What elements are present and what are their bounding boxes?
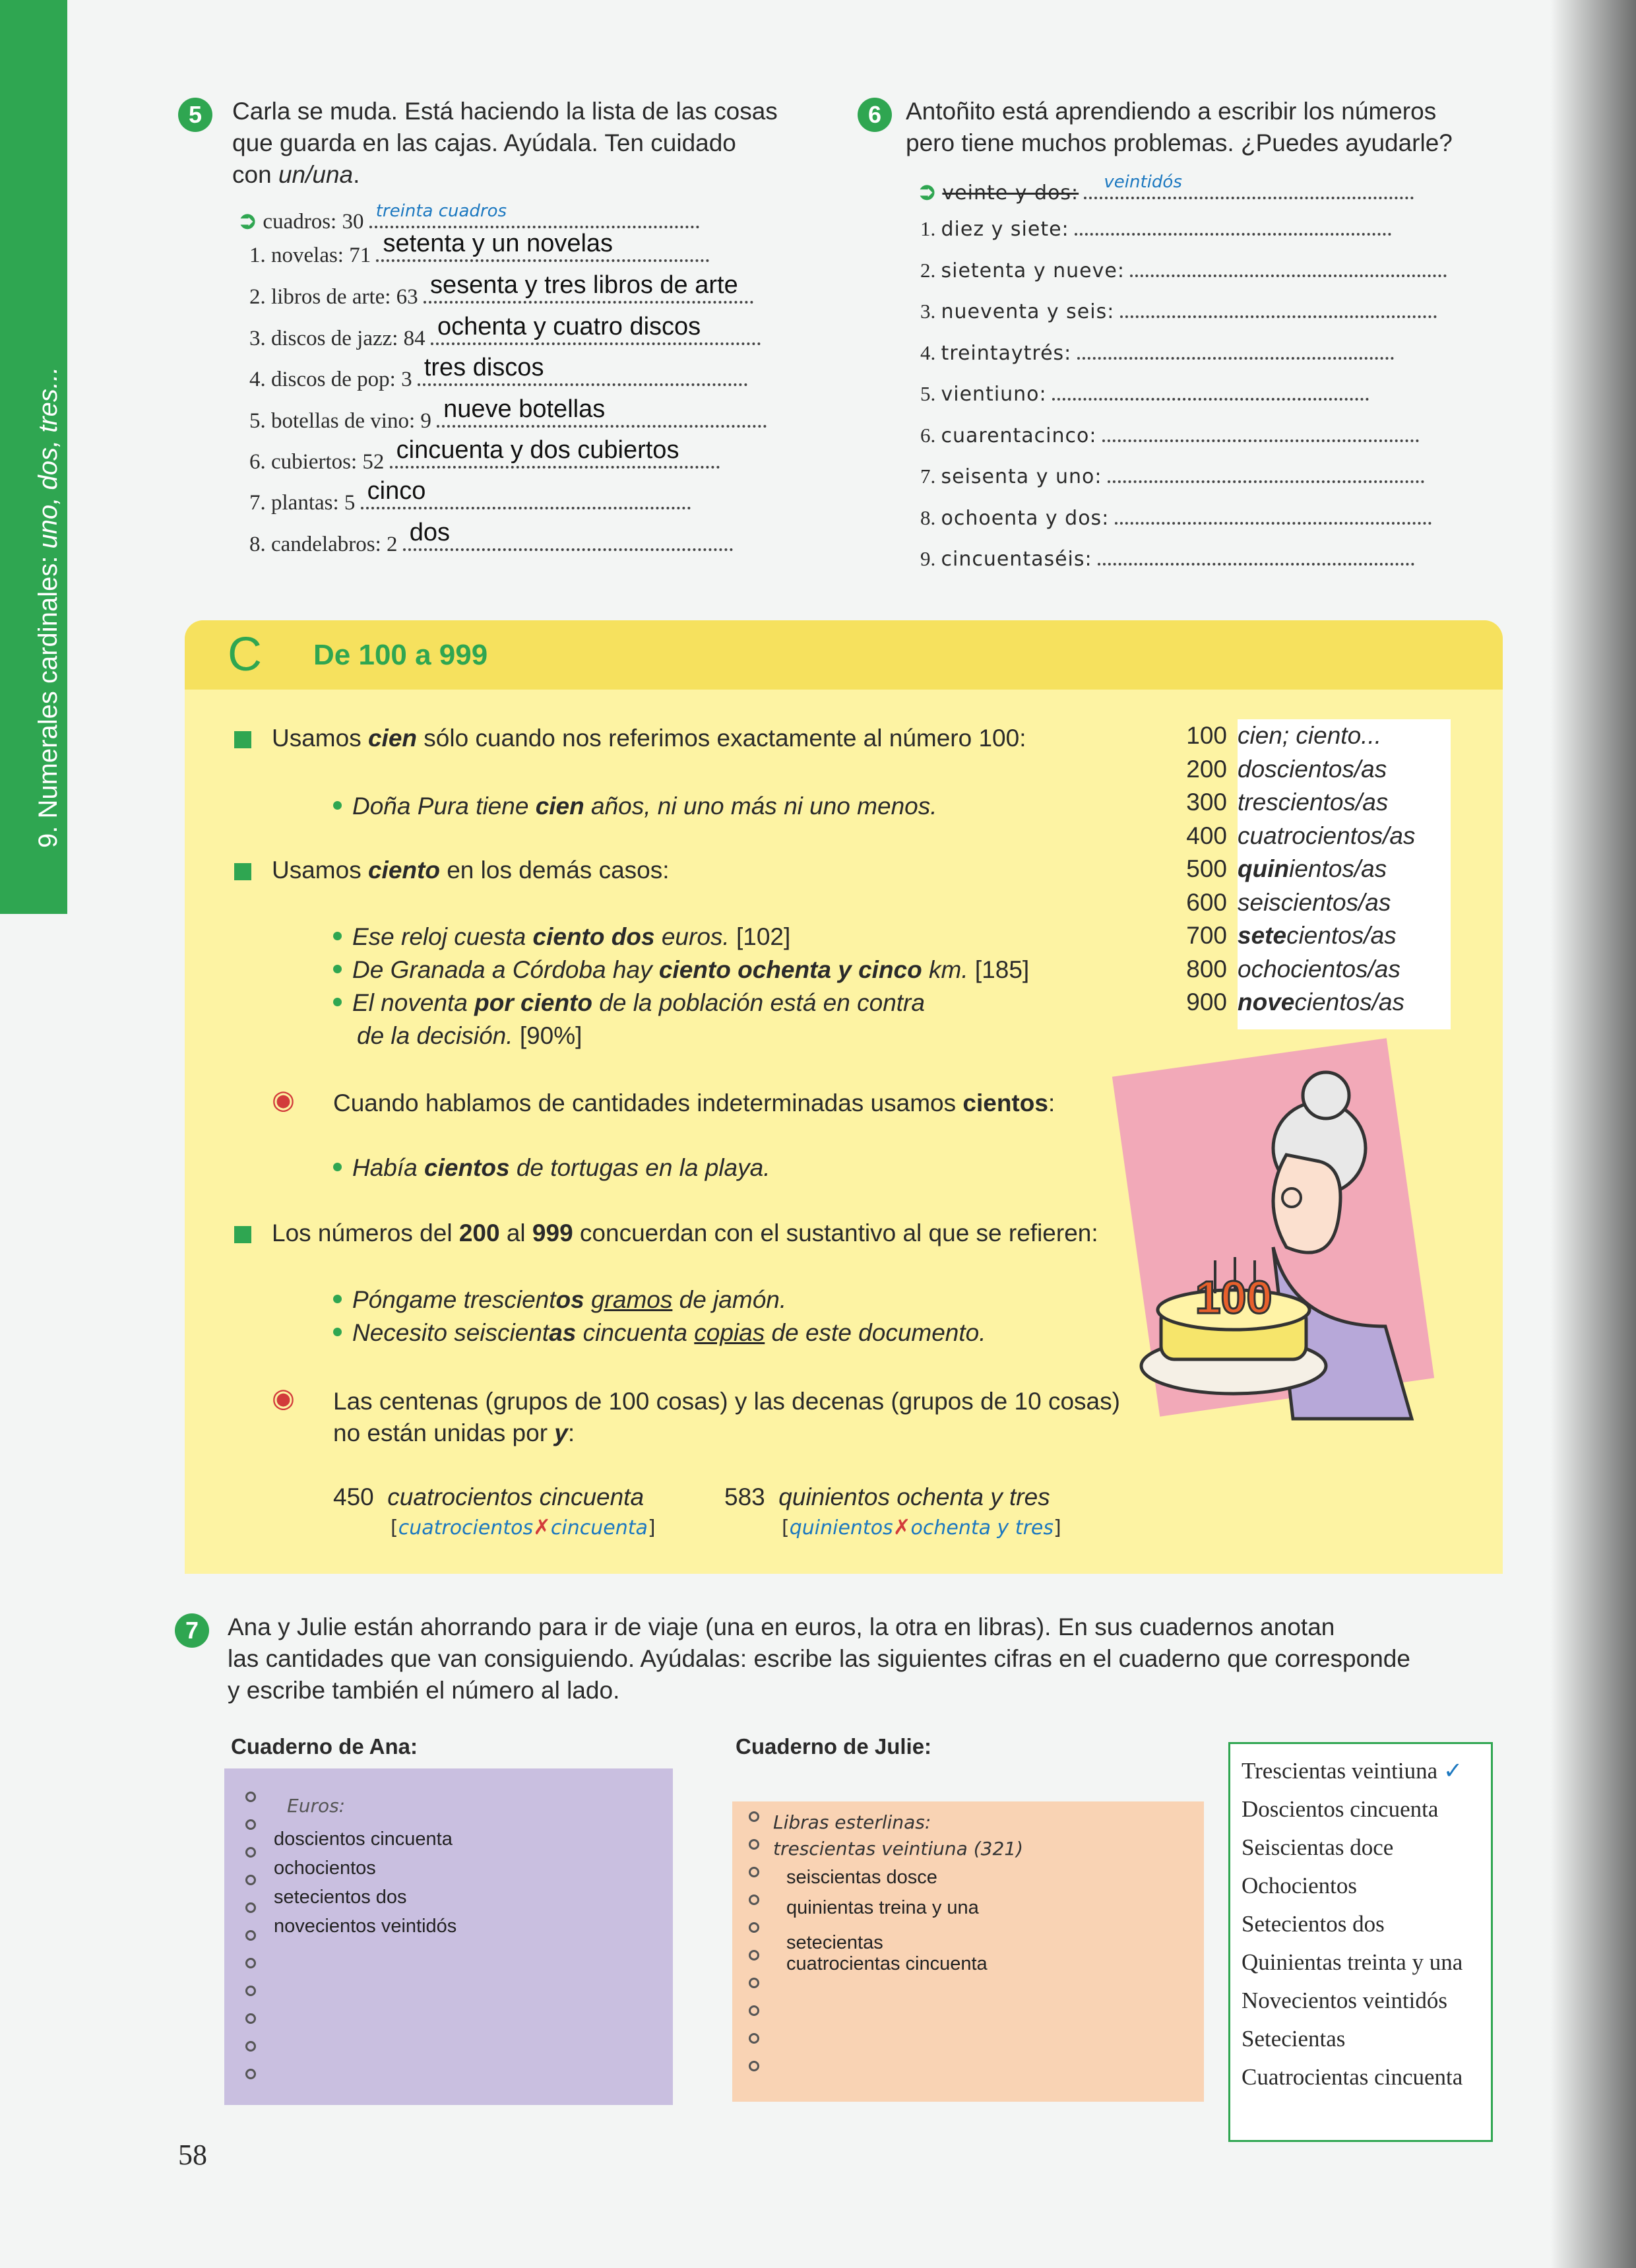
table-number: 400 bbox=[1186, 822, 1227, 849]
typed-answer: ochenta y cuatro discos bbox=[437, 313, 701, 340]
notebook-hole bbox=[245, 1847, 256, 1858]
exercise-5-item bbox=[249, 519, 733, 559]
arrow-right-icon: ➲ bbox=[237, 207, 258, 234]
grandma-cake-illustration bbox=[1121, 1049, 1438, 1445]
item-label: 1. novelas: 71 bbox=[249, 243, 371, 267]
answer-line[interactable] bbox=[1108, 476, 1424, 483]
table-number: 500 bbox=[1186, 855, 1227, 882]
green-square-bullet bbox=[234, 731, 251, 748]
item-label: 4. discos de pop: 3 bbox=[249, 368, 412, 391]
ana-notebook-entries: doscientos cincuenta ochocientos setecientos dos novecientos veintidós bbox=[274, 1829, 457, 1937]
number-table-row bbox=[1174, 753, 1451, 787]
item-number: 4. bbox=[920, 340, 936, 364]
table-word-bold: sete bbox=[1238, 922, 1287, 949]
example-450: 450 cuatrocientos cincuenta bbox=[333, 1483, 645, 1510]
notebook-hole bbox=[749, 2061, 759, 2071]
number-table-row bbox=[1174, 986, 1451, 1020]
table-number: 200 bbox=[1186, 755, 1227, 783]
exercise-5-item bbox=[249, 354, 747, 394]
page-number: 58 bbox=[178, 2139, 207, 2171]
green-square-bullet bbox=[234, 863, 251, 880]
eye-icon: ◉ bbox=[272, 1085, 295, 1115]
note-cientos-example: Había cientos de tortugas en la playa. bbox=[333, 1151, 771, 1184]
misspelled-number: treintaytrés: bbox=[941, 341, 1072, 365]
notebook-hole bbox=[749, 1922, 759, 1933]
rule-ciento-example-2: De Granada a Córdoba hay ciento ochenta y cinco km. [185] bbox=[333, 954, 1029, 987]
amount-item: Quinientas treinta y una bbox=[1242, 1949, 1463, 1975]
answer-line[interactable] bbox=[390, 436, 720, 469]
answer-line[interactable]: treinta cuadros bbox=[369, 222, 699, 228]
page-edge-shadow bbox=[1550, 0, 1636, 2268]
answer-line[interactable] bbox=[1077, 353, 1394, 360]
answer-line[interactable] bbox=[403, 519, 733, 551]
item-number: 3. bbox=[920, 300, 936, 323]
exercise-5-item bbox=[249, 436, 720, 476]
number-table-row bbox=[1174, 886, 1451, 920]
table-word: cientos/as bbox=[1286, 922, 1397, 949]
check-icon: ✓ bbox=[1443, 1758, 1463, 1784]
table-word: cientos/as bbox=[1294, 988, 1404, 1016]
julie-notebook-label: Cuaderno de Julie: bbox=[736, 1734, 932, 1759]
exercise-6-item bbox=[920, 379, 1369, 409]
item-number: 6. bbox=[920, 423, 936, 447]
cake-candle-number: 100 bbox=[1195, 1272, 1273, 1323]
amount-item: Setecientos dos bbox=[1242, 1911, 1385, 1937]
exercise-6-instructions: Antoñito está aprendiendo a escribir los números pero tiene muchos problemas. ¿Puedes ayudarle? bbox=[906, 98, 1453, 156]
table-word: seiscientos/as bbox=[1238, 888, 1391, 916]
table-number: 700 bbox=[1186, 922, 1227, 949]
rule-ciento-example-3-cont: de la decisión. [90%] bbox=[357, 1022, 582, 1049]
answer-line[interactable] bbox=[418, 354, 747, 386]
answer-line[interactable] bbox=[1052, 394, 1369, 401]
table-word-bold: nove bbox=[1238, 988, 1295, 1016]
answer-line[interactable] bbox=[1115, 518, 1432, 525]
answer-line[interactable] bbox=[1130, 271, 1447, 277]
typed-answer: dos bbox=[409, 519, 451, 546]
amount-item: Trescientas veintiuna ✓ bbox=[1242, 1758, 1463, 1784]
table-word: ochocientos/as bbox=[1238, 955, 1400, 983]
notebook-hole bbox=[245, 1958, 256, 1968]
answer-line[interactable] bbox=[376, 230, 709, 262]
notebook-hole bbox=[749, 1811, 759, 1822]
section-c-letter: C bbox=[228, 628, 262, 681]
notebook-hole bbox=[749, 1839, 759, 1850]
answer-line[interactable] bbox=[1075, 229, 1391, 236]
typed-answer: tres discos bbox=[424, 354, 544, 381]
exercise-6-item bbox=[920, 256, 1447, 286]
misspelled-number: cuarentacinco: bbox=[941, 424, 1097, 447]
misspelled-number: nueventa y seis: bbox=[941, 300, 1115, 323]
notebook-hole bbox=[749, 2005, 759, 2016]
item-number: 1. bbox=[920, 217, 936, 240]
answer-line[interactable]: veintidós bbox=[1084, 193, 1414, 199]
table-word: trescientos/as bbox=[1238, 789, 1389, 816]
amount-item: Novecientos veintidós bbox=[1242, 1988, 1448, 2013]
exercise-6-badge: 6 bbox=[858, 98, 892, 132]
number-table bbox=[1174, 719, 1451, 1020]
amount-item: Ochocientos bbox=[1242, 1873, 1357, 1898]
item-label: 7. plantas: 5 bbox=[249, 491, 356, 515]
notebook-hole bbox=[749, 2033, 759, 2044]
typed-answer: nueve botellas bbox=[443, 395, 606, 423]
table-word-bold: quin bbox=[1238, 855, 1290, 882]
julie-notebook-header: Libras esterlinas: trescientas veintiuna (321) bbox=[773, 1811, 1023, 1860]
exercise-7-badge: 7 bbox=[175, 1613, 209, 1648]
typed-answer: cincuenta y dos cubiertos bbox=[396, 436, 679, 464]
table-number: 800 bbox=[1186, 955, 1227, 983]
notebook-hole bbox=[245, 2069, 256, 2079]
exercise-6-item bbox=[920, 297, 1437, 327]
answer-line[interactable] bbox=[1102, 436, 1419, 442]
item-label: 6. cubiertos: 52 bbox=[249, 450, 385, 474]
answer-line[interactable] bbox=[424, 271, 753, 304]
eye-icon: ◉ bbox=[272, 1383, 295, 1413]
notebook-hole bbox=[749, 1895, 759, 1905]
typed-answer: setenta y un novelas bbox=[383, 230, 614, 257]
exercise-6-item bbox=[920, 421, 1419, 451]
exercise-5-item bbox=[249, 230, 709, 270]
typed-answer: sesenta y tres libros de arte bbox=[429, 271, 738, 299]
table-number: 300 bbox=[1186, 789, 1227, 816]
number-table-row bbox=[1174, 919, 1451, 953]
answer-line[interactable] bbox=[1120, 311, 1437, 318]
item-label: 2. libros de arte: 63 bbox=[249, 285, 418, 309]
typed-answer: cinco bbox=[367, 477, 426, 505]
exercise-5-badge: 5 bbox=[178, 98, 212, 132]
notebook-hole bbox=[245, 1986, 256, 1996]
notebook-hole bbox=[245, 1875, 256, 1885]
exercise-5-example: ➲ cuadros: 30 treinta cuadros bbox=[237, 206, 699, 236]
answer-line[interactable] bbox=[437, 395, 767, 428]
exercise-6-example: ➲ veinte y dos: veintidós bbox=[917, 177, 1414, 208]
example-583: 583 quinientos ochenta y tres bbox=[724, 1483, 1050, 1510]
notebook-hole bbox=[749, 1950, 759, 1960]
rule-ciento-example-1: Ese reloj cuesta ciento dos euros. [102] bbox=[333, 921, 790, 954]
note-centenas: Las centenas (grupos de 100 cosas) y las decenas (grupos de 10 cosas) no están unidas por y: bbox=[333, 1388, 1120, 1446]
notebook-hole bbox=[245, 1902, 256, 1913]
rule-cien: Usamos cien sólo cuando nos referimos exactamente al número 100: bbox=[272, 725, 1026, 752]
ana-notebook-header: Euros: bbox=[287, 1795, 346, 1817]
misspelled-number: sietenta y nueve: bbox=[941, 259, 1125, 282]
exercise-6-item bbox=[920, 503, 1432, 533]
number-table-row bbox=[1174, 719, 1451, 753]
item-label: 5. botellas de vino: 9 bbox=[249, 409, 431, 433]
green-square-bullet bbox=[234, 1226, 251, 1243]
amounts-list bbox=[1242, 1752, 1463, 2096]
rule-cien-example: Doña Pura tiene cien años, ni uno más ni uno menos. bbox=[333, 790, 937, 823]
julie-notebook-entries: seiscientas dosce quinientas treina y una setecientas cuatrocientas cincuenta bbox=[786, 1867, 988, 1974]
rule-concordancia: Los números del 200 al 999 concuerdan con el sustantivo al que se refieren: bbox=[272, 1219, 1098, 1247]
notebook-hole bbox=[245, 1819, 256, 1830]
section-c-title: De 100 a 999 bbox=[313, 639, 488, 671]
table-number: 600 bbox=[1186, 888, 1227, 916]
table-number: 100 bbox=[1186, 722, 1227, 749]
answer-line[interactable] bbox=[361, 477, 691, 509]
sidebar-title: 9. Numerales cardinales: uno, dos, tres... bbox=[34, 366, 63, 848]
table-word: ientos/as bbox=[1289, 855, 1387, 882]
answer-line[interactable] bbox=[1098, 559, 1414, 566]
example-450-bracket: [cuatrocientos✗cincuenta] bbox=[391, 1514, 656, 1539]
exercise-6-item bbox=[920, 214, 1391, 244]
misspelled-number: cincuentaséis: bbox=[941, 548, 1092, 571]
exercise-5-item bbox=[249, 395, 767, 436]
exercise-5-item bbox=[249, 477, 691, 517]
notebook-hole bbox=[245, 1792, 256, 1802]
amount-item: Setecientas bbox=[1242, 2026, 1346, 2052]
answer-line[interactable] bbox=[431, 313, 761, 345]
exercise-5-item bbox=[249, 313, 761, 353]
number-table-row bbox=[1174, 820, 1451, 853]
exercise-6-item bbox=[920, 339, 1394, 368]
exercise-5-item bbox=[249, 271, 753, 311]
notebook-hole bbox=[245, 1930, 256, 1941]
exercise-5-instructions: Carla se muda. Está haciendo la lista de las cosas que guarda en las cajas. Ayúdala. Ten cuidado con un/una. bbox=[232, 98, 778, 188]
misspelled-number: seisenta y uno: bbox=[941, 465, 1102, 488]
item-number: 9. bbox=[920, 547, 936, 570]
exercise-6-item bbox=[920, 462, 1424, 492]
number-table-row bbox=[1174, 853, 1451, 886]
amount-item: Cuatrocientas cincuenta bbox=[1242, 2064, 1463, 2090]
amount-item: Doscientos cincuenta bbox=[1242, 1796, 1439, 1822]
rule-concordancia-example-2: Necesito seiscientas cincuenta copias de este documento. bbox=[333, 1316, 986, 1349]
item-label: 3. discos de jazz: 84 bbox=[249, 327, 425, 350]
table-number: 900 bbox=[1186, 988, 1227, 1016]
notebook-hole bbox=[245, 2013, 256, 2024]
rule-ciento: Usamos ciento en los demás casos: bbox=[272, 857, 670, 884]
item-label: 8. candelabros: 2 bbox=[249, 533, 398, 556]
number-table-row bbox=[1174, 953, 1451, 987]
notebook-hole bbox=[749, 1867, 759, 1877]
ana-notebook-label: Cuaderno de Ana: bbox=[231, 1734, 418, 1759]
misspelled-number: ochoenta y dos: bbox=[941, 506, 1110, 530]
misspelled-number: vientiuno: bbox=[941, 383, 1047, 406]
table-word: cien; ciento... bbox=[1238, 722, 1382, 749]
notebook-hole bbox=[749, 1978, 759, 1988]
exercise-7-instructions: Ana y Julie están ahorrando para ir de viaje (una en euros, la otra en libras). En sus cuadernos anotan las cantidades que van consiguiendo. Ayúdalas: escribe las siguientes cifras en el cuaderno que corresponde y escribe también el número al lado. bbox=[228, 1613, 1410, 1704]
amount-item: Seiscientas doce bbox=[1242, 1834, 1394, 1860]
rule-concordancia-example-1: Póngame trescientos gramos de jamón. bbox=[333, 1283, 786, 1316]
exercise-6-item bbox=[920, 544, 1414, 574]
item-number: 8. bbox=[920, 505, 936, 529]
table-word: doscientos/as bbox=[1238, 755, 1387, 783]
notebook-hole bbox=[245, 2041, 256, 2052]
number-table-row bbox=[1174, 786, 1451, 820]
item-number: 2. bbox=[920, 258, 936, 282]
example-583-bracket: [quinientos✗ochenta y tres] bbox=[782, 1514, 1061, 1539]
arrow-right-icon: ➲ bbox=[917, 178, 937, 205]
misspelled-number: diez y siete: bbox=[941, 218, 1069, 241]
rule-ciento-example-3: El noventa por ciento de la población está en contra bbox=[333, 987, 925, 1020]
table-word: cuatrocientos/as bbox=[1238, 822, 1416, 849]
item-number: 7. bbox=[920, 465, 936, 488]
note-cientos: Cuando hablamos de cantidades indeterminadas usamos cientos: bbox=[333, 1089, 1055, 1117]
item-number: 5. bbox=[920, 382, 936, 405]
